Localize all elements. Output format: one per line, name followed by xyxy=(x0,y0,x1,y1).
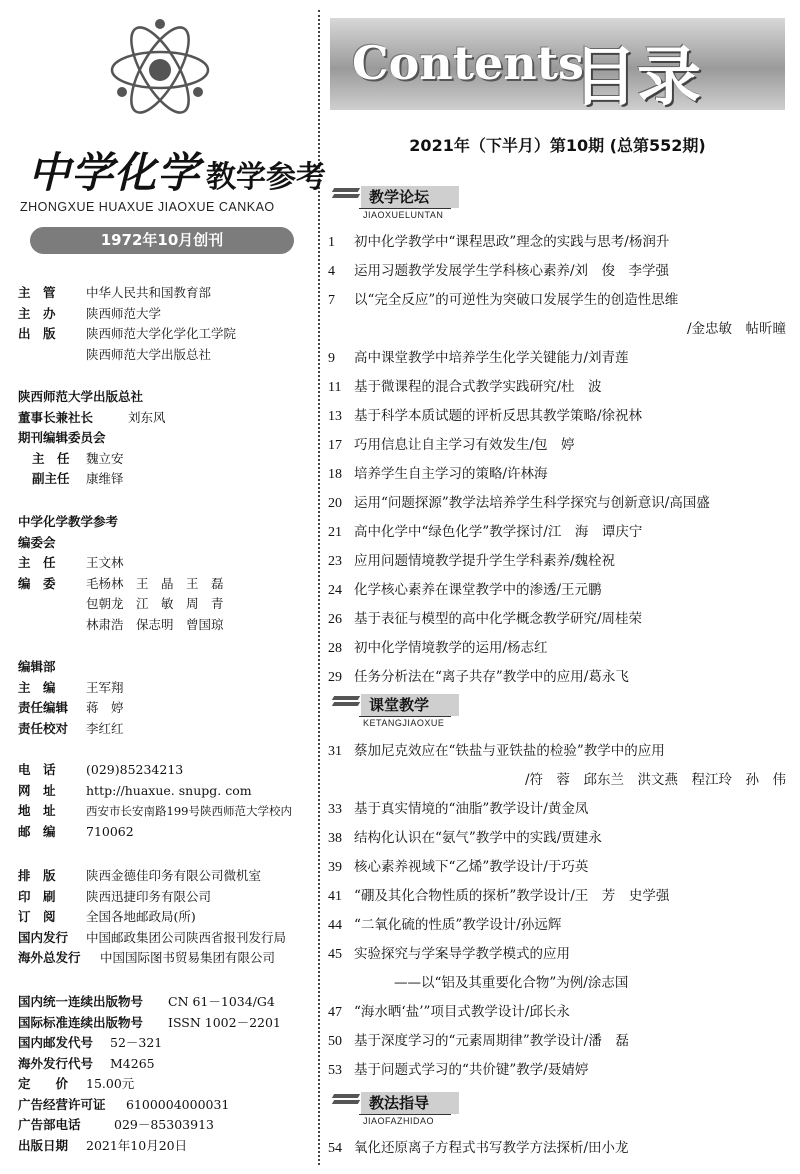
toc-entry[interactable]: 47 “海水晒‘盐’”项目式教学设计/邱长永 xyxy=(328,1004,570,1020)
code-row: 定 价 15.00元 xyxy=(18,1076,135,1091)
section-heading xyxy=(333,1092,533,1128)
section-title: 课堂教学 xyxy=(361,694,459,716)
issue-line: 2021年（下半月）第10期 (总第552期) xyxy=(409,136,706,155)
toc-entry[interactable]: 29 任务分析法在“离子共存”教学中的应用/葛永飞 xyxy=(328,669,629,685)
org-info xyxy=(18,283,236,365)
production-row: 排 版 陕西金德佳印务有限公司微机室 xyxy=(18,868,262,883)
section-entries xyxy=(328,228,790,692)
committee-head: 期刊编辑委员会 xyxy=(18,430,106,445)
code-row: 海外发行代号 M4265 xyxy=(18,1055,155,1071)
code-row: 广告经营许可证 6100004000031 xyxy=(18,1096,230,1112)
code-row: 国内统一连续出版物号 CN 61－1034/G4 xyxy=(18,994,275,1009)
contact-row: 网 址 http://huaxue. snupg. com xyxy=(18,782,252,798)
journal-title-pinyin: ZHONGXUE HUAXUE JIAOXUE CANKAO xyxy=(20,200,275,214)
contact-row: 电 话 (029)85234213 xyxy=(18,762,184,777)
section-entries xyxy=(328,737,790,1085)
toc-entry[interactable]: 24 化学核心素养在课堂教学中的渗透/王元鹏 xyxy=(328,582,602,598)
section-rule xyxy=(359,716,451,717)
contact-info xyxy=(18,760,292,842)
journal-title-suffix: 教学参考 xyxy=(206,160,327,195)
toc-entry[interactable]: 45 实验探究与学案导学教学模式的应用 xyxy=(328,946,570,962)
section-pinyin: KETANGJIAOXUE xyxy=(363,718,445,728)
journal-title-script: 中学化学 xyxy=(28,148,201,197)
toc-entry[interactable]: 41 “硼及其化合物性质的探析”教学设计/王 芳 史学强 xyxy=(328,888,670,904)
editorial-members-row: 编 委 毛杨林 王 晶 王 磊 xyxy=(18,575,224,591)
toc-entry-continuation[interactable]: /金忠敏 帖昕曈 xyxy=(686,321,786,337)
section-rule xyxy=(359,1114,451,1115)
toc-entry[interactable]: 18 培养学生自主学习的策略/许林海 xyxy=(328,466,548,482)
toc-entry[interactable]: 33 基于真实情境的“油脂”教学设计/黄金凤 xyxy=(328,801,589,817)
toc-entry[interactable]: 38 结构化认识在“氨气”教学中的实践/贾建永 xyxy=(328,830,602,846)
toc-entry[interactable]: 53 基于问题式学习的“共价键”教学/聂婧婷 xyxy=(328,1062,589,1078)
toc-entry[interactable]: 26 基于表征与模型的高中化学概念教学研究/周桂荣 xyxy=(328,611,643,627)
publisher-info xyxy=(18,387,166,490)
code-row: 国际标准连续出版物号 ISSN 1002－2201 xyxy=(18,1014,281,1030)
journal-title xyxy=(28,140,327,200)
production-row: 海外总发行 中国国际图书贸易集团有限公司 xyxy=(18,950,276,965)
publisher-chair-row: 董事长兼社长 刘东风 xyxy=(18,409,166,425)
founded-badge: 1972年10月创刊 xyxy=(30,227,294,254)
production-row: 印 刷 陕西迅捷印务有限公司 xyxy=(18,888,212,904)
section-heading xyxy=(333,186,533,222)
dept-info xyxy=(18,657,124,739)
section-rule xyxy=(359,208,451,209)
banner-contents-cn: 目录 xyxy=(573,41,701,115)
editorial-members-row: 包朝龙 江 敏 周 青 xyxy=(86,596,224,611)
editorial-head: 中学化学教学参考 xyxy=(18,514,119,529)
toc-entry-continuation[interactable]: ——以“铝及其重要化合物”为例/涂志国 xyxy=(394,975,629,991)
production-row: 国内发行 中国邮政集团公司陕西省报刊发行局 xyxy=(18,929,287,945)
contact-row: 地 址 西安市长安南路199号陕西师范大学校内 xyxy=(18,803,292,818)
publisher-head: 陕西师范大学出版总社 xyxy=(18,389,144,404)
org-row: 主 管 中华人民共和国教育部 xyxy=(18,285,212,300)
toc-entry-continuation[interactable]: /符 蓉 邱东兰 洪文燕 程江玲 孙 伟 xyxy=(524,772,786,788)
contact-row: 邮 编 710062 xyxy=(18,823,134,839)
toc-entry[interactable]: 44 “二氧化硫的性质”教学设计/孙远辉 xyxy=(328,917,562,933)
dept-row: 主 编 王军翔 xyxy=(18,679,124,695)
section-entries xyxy=(328,1134,790,1163)
section-pinyin: JIAOXUELUNTAN xyxy=(363,210,444,220)
editorial-director-row: 主 任 王文林 xyxy=(18,555,124,570)
section-bars-icon xyxy=(333,188,359,202)
org-row: 主 办 陕西师范大学 xyxy=(18,305,162,321)
section-title: 教学论坛 xyxy=(361,186,459,208)
dept-head: 编辑部 xyxy=(18,659,56,674)
toc-entry[interactable]: 11 基于微课程的混合式教学实践研究/杜 波 xyxy=(328,379,602,395)
editorial-info xyxy=(18,512,224,635)
toc-entry[interactable]: 23 应用问题情境教学提升学生学科素养/魏栓祝 xyxy=(328,553,616,569)
dept-row: 责任校对 李红红 xyxy=(18,720,124,736)
toc-entry[interactable]: 28 初中化学情境教学的运用/杨志红 xyxy=(328,640,548,656)
section-title: 教法指导 xyxy=(361,1092,459,1114)
toc-entry[interactable]: 39 核心素养视域下“乙烯”教学设计/于巧英 xyxy=(328,859,589,875)
codes-info xyxy=(18,992,281,1156)
committee-row: 副主任 康维铎 xyxy=(32,471,124,486)
section-bars-icon xyxy=(333,696,359,710)
org-row: 出 版 陕西师范大学化学化工学院 xyxy=(18,326,237,341)
committee-row: 主 任 魏立安 xyxy=(32,450,124,466)
toc-entry[interactable]: 20 运用“问题探源”教学法培养学生科学探究与创新意识/高国盛 xyxy=(328,495,710,511)
production-info xyxy=(18,866,286,969)
editorial-members-row: 林肃浩 保志明 曾国琼 xyxy=(86,616,224,632)
editorial-sub: 编委会 xyxy=(18,534,56,550)
section-pinyin: JIAOFAZHIDAO xyxy=(363,1116,435,1126)
toc-entry[interactable]: 1 初中化学教学中“课程思政”理念的实践与思考/杨润升 xyxy=(328,234,670,250)
toc-entry[interactable]: 50 基于深度学习的“元素周期律”教学设计/潘 磊 xyxy=(328,1033,629,1049)
contents-banner xyxy=(330,18,785,115)
toc-entry[interactable]: 31 蔡加尼克效应在“铁盐与亚铁盐的检验”教学中的应用 xyxy=(328,743,665,759)
atom-logo-icon xyxy=(108,10,212,128)
banner-contents-en: Contents xyxy=(352,36,584,90)
toc-entry[interactable]: 13 基于科学本质试题的评析反思其教学策略/徐祝林 xyxy=(328,408,643,424)
toc-entry[interactable]: 21 高中化学中“绿色化学”教学探讨/江 海 谭庆宁 xyxy=(328,524,643,540)
toc-entry[interactable]: 54 氧化还原离子方程式书写教学方法探析/田小龙 xyxy=(328,1140,629,1156)
toc-entry[interactable]: 7 以“完全反应”的可逆性为突破口发展学生的创造性思维 xyxy=(328,292,679,308)
code-row: 广告部电话 029－85303913 xyxy=(18,1117,214,1132)
org-row: 陕西师范大学出版总社 xyxy=(86,346,212,362)
section-heading xyxy=(333,694,533,730)
toc-entry[interactable]: 9 高中课堂教学中培养学生化学关键能力/刘青莲 xyxy=(328,350,629,366)
section-bars-icon xyxy=(333,1094,359,1108)
toc-entry[interactable]: 17 巧用信息让自主学习有效发生/包 婷 xyxy=(328,437,575,453)
toc-entry[interactable]: 4 运用习题教学发展学生学科核心素养/刘 俊 李学强 xyxy=(328,263,670,279)
production-row: 订 阅 全国各地邮政局(所) xyxy=(18,909,196,924)
code-row: 国内邮发代号 52－321 xyxy=(18,1035,163,1050)
dept-row: 责任编辑 蒋 婷 xyxy=(18,700,124,715)
code-row: 出版日期 2021年10月20日 xyxy=(18,1137,188,1153)
